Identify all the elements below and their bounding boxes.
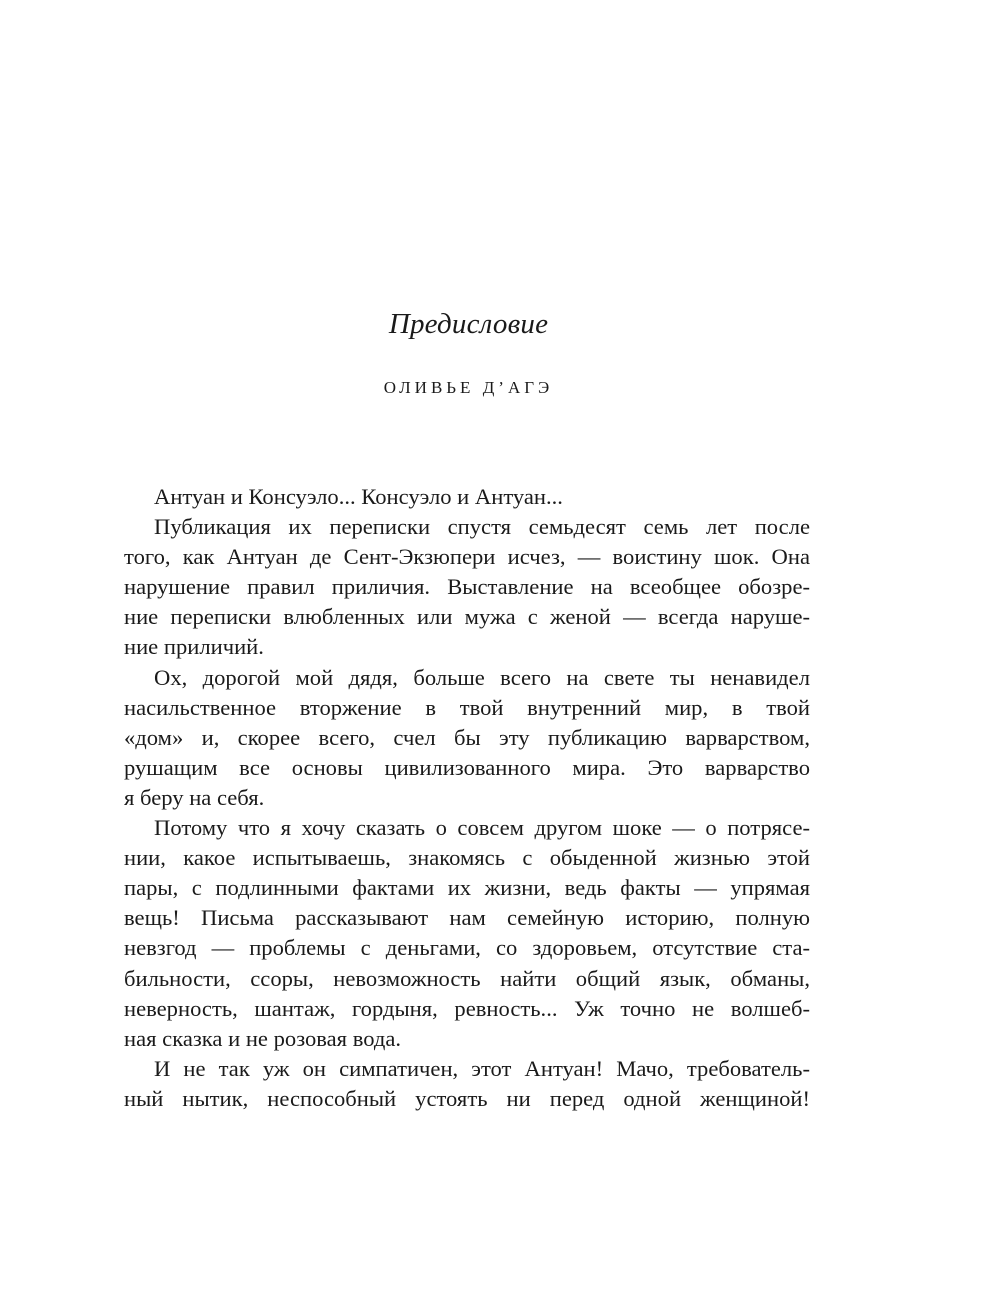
text-line: нарушение правил приличия. Выставление на всеобщее обозре-	[124, 574, 810, 600]
text-line: того, как Антуан де Сент-Экзюпери исчез, — воистину шок. Она	[124, 544, 810, 570]
text-line: ние переписки влюбленных или мужа с женой — всегда наруше-	[124, 604, 810, 630]
text-line: Потому что я хочу сказать о совсем другом шоке — о потрясе-	[154, 815, 810, 841]
text-line: Ох, дорогой мой дядя, больше всего на свете ты ненавидел	[154, 664, 810, 690]
text-line: «дом» и, скорее всего, счел бы эту публикацию варварством,	[124, 724, 810, 750]
text-line: невзгод — проблемы с деньгами, со здоровьем, отсутствие ста-	[124, 935, 810, 961]
text-line: рушащим все основы цивилизованного мира. Это варварство	[124, 754, 810, 780]
text-line: Антуан и Консуэло... Консуэло и Антуан...	[154, 484, 563, 509]
chapter-title: Предисловие	[388, 308, 549, 340]
text-line: я беру на себя.	[124, 784, 265, 810]
text-line: Публикация их переписки спустя семьдесят семь лет после	[154, 514, 810, 540]
text-line: пары, с подлинными фактами их жизни, ведь факты — упрямая	[124, 875, 810, 901]
text-line: ние приличий.	[124, 634, 264, 660]
text-line: бильности, ссоры, невозможность найти общий язык, обманы,	[124, 965, 810, 991]
text-line: неверность, шантаж, гордыня, ревность... Уж точно не волшеб-	[124, 995, 810, 1021]
chapter-author: ОЛИВЬЕ Д’АГЭ	[383, 378, 554, 397]
body-text	[124, 482, 810, 1114]
text-line: насильственное вторжение в твой внутренний мир, в твой	[124, 694, 810, 720]
text-line: нии, какое испытываешь, знакомясь с обыденной жизнью этой	[124, 845, 810, 871]
text-line: вещь! Письма рассказывают нам семейную историю, полную	[124, 905, 810, 931]
text-line: ная сказка и не розовая вода.	[124, 1025, 402, 1051]
text-line: ный нытик, неспособный устоять ни перед одной женщиной!	[124, 1085, 810, 1111]
text-line: И не так уж он симпатичен, этот Антуан! Мачо, требователь-	[154, 1055, 810, 1081]
